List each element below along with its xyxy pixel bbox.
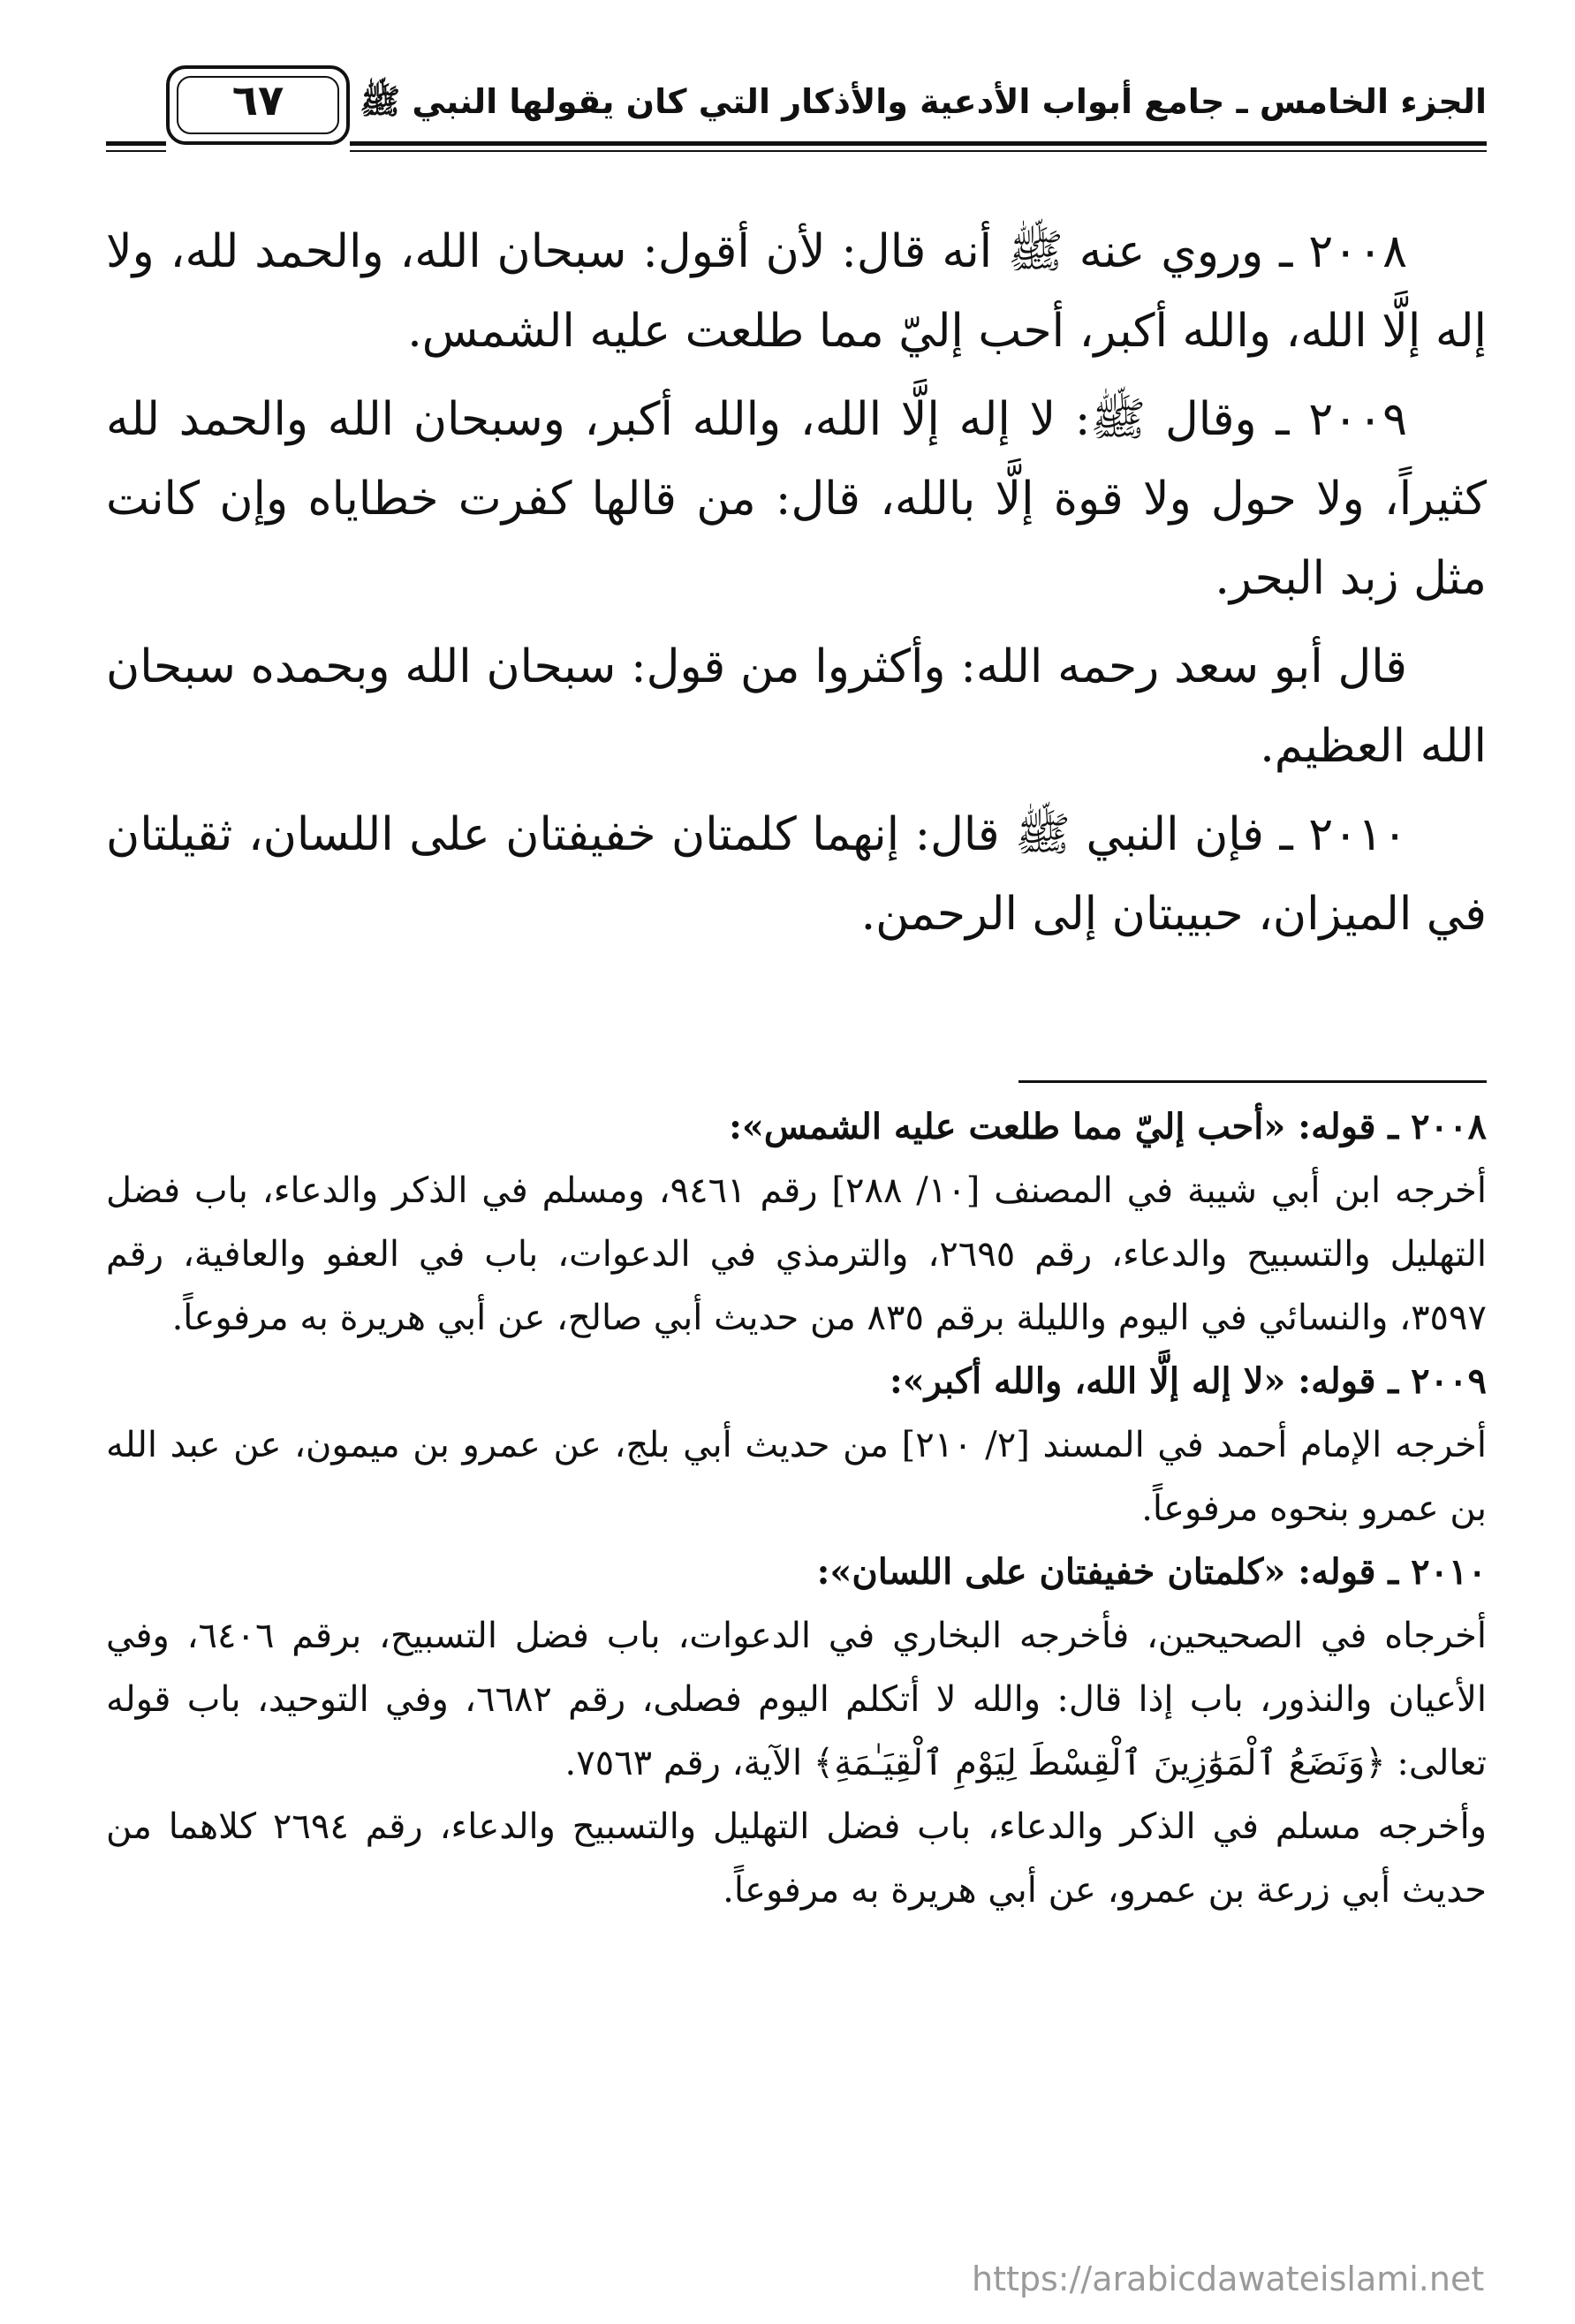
footnote-heading-2010: ٢٠١٠ ـ قوله: «كلمتان خفيفتان على اللسان»: bbox=[816, 1551, 1487, 1593]
footnote-body-2008: أخرجه ابن أبي شيبة في المصنف [١٠/ ٢٨٨] رقم ٩٤٦١، ومسلم في الذكر والدعاء، باب فضل التهليل والتسبيح والدعاء، رقم ٢٦٩٥، والترمذي في الدعوات، باب في العفو والعافية، رقم ٣٥٩٧، والنسائي في اليوم والليلة برقم ٨٣٥ من حديث أبي صالح، عن أبي هريرة به مرفوعاً. bbox=[106, 1170, 1487, 1338]
footnote-separator bbox=[1018, 1080, 1487, 1083]
footnote-heading-2009: ٢٠٠٩ ـ قوله: «لا إله إلَّا الله، والله أكبر»: bbox=[890, 1360, 1487, 1402]
footnotes bbox=[106, 1095, 1487, 1922]
page-header bbox=[106, 53, 1487, 159]
watermark-url: https://arabicdawateislami.net bbox=[972, 2260, 1485, 2298]
page-number: ٦٧ bbox=[231, 76, 284, 125]
paragraph-abu-saad: قال أبو سعد رحمه الله: وأكثروا من قول: سبحان الله وبحمده سبحان الله العظيم. bbox=[106, 640, 1487, 773]
running-title: الجزء الخامس ـ جامع أبواب الأدعية والأذكار التي كان يقولها النبي ﷺ bbox=[360, 82, 1487, 121]
paragraph-2010: ٢٠١٠ ـ فإن النبي ﷺ قال: إنهما كلمتان خفيفتان على اللسان، ثقيلتان في الميزان، حبيبتان إلى الرحمن. bbox=[106, 808, 1487, 941]
footnote-body-2009: أخرجه الإمام أحمد في المسند [٢/ ٢١٠] من حديث أبي بلج، عن عمرو بن ميمون، عن عبد الله بن عمرو بنحوه مرفوعاً. bbox=[106, 1425, 1487, 1529]
paragraph-2008: ٢٠٠٨ ـ وروي عنه ﷺ أنه قال: لأن أقول: سبحان الله، والحمد لله، ولا إله إلَّا الله، والله أكبر، أحب إليّ مما طلعت عليه الشمس. bbox=[106, 225, 1487, 358]
paragraph-2009: ٢٠٠٩ ـ وقال ﷺ: لا إله إلَّا الله، والله أكبر، وسبحان الله والحمد لله كثيراً، ولا حول ولا قوة إلَّا بالله، قال: من قالها كفرت خطاياه وإن كانت مثل زبد البحر. bbox=[106, 393, 1487, 605]
page-number-frame bbox=[166, 65, 350, 145]
header-rule-right bbox=[350, 141, 1487, 152]
header-rule-left bbox=[106, 141, 166, 152]
main-text bbox=[106, 212, 1487, 963]
footnote-body-2010-muslim: وأخرجه مسلم في الذكر والدعاء، باب فضل التهليل والتسبيح والدعاء، رقم ٢٦٩٤ كلاهما من حديث أبي زرعة بن عمرو، عن أبي هريرة به مرفوعاً. bbox=[106, 1806, 1488, 1911]
footnote-body-2010-bukhari: أخرجاه في الصحيحين، فأخرجه البخاري في الدعوات، باب فضل التسبيح، برقم ٦٤٠٦، وفي الأعيان والنذور، باب إذا قال: والله لا أتكلم اليوم فصلى، رقم ٦٦٨٢، وفي التوحيد، باب قوله تعالى: ﴿وَنَضَعُ ٱلْمَوَٰزِينَ ٱلْقِسْطَ لِيَوْمِ ٱلْقِيَـٰمَةِ﴾ الآية، رقم ٧٥٦٣. bbox=[106, 1616, 1488, 1783]
footnote-heading-2008: ٢٠٠٨ ـ قوله: «أحب إليّ مما طلعت عليه الشمس»: bbox=[729, 1106, 1487, 1147]
